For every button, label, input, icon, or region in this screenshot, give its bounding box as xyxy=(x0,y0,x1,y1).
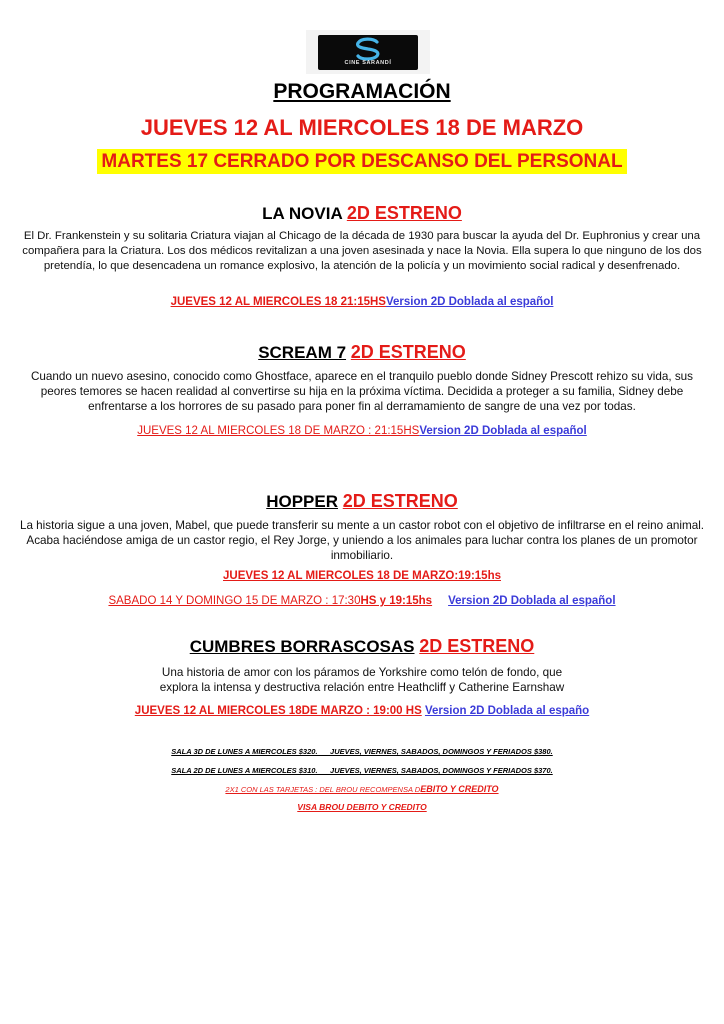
movie-tag: 2D ESTRENO xyxy=(342,491,458,511)
movie-tag: 2D ESTRENO xyxy=(419,636,535,656)
logo-box xyxy=(318,35,418,70)
cinema-logo xyxy=(306,30,430,74)
version-link[interactable]: Version 2D Doblada al español xyxy=(448,595,616,607)
price-2d-text: SALA 2D DE LUNES A MIERCOLES $310. JUEVES, VIERNES, SABADOS, DOMINGOS Y FERIADOS $370. xyxy=(171,766,553,775)
movie-name: SCREAM 7 xyxy=(258,343,347,362)
movie-name: CUMBRES BORRASCOSAS xyxy=(189,637,415,656)
program-dates: JUEVES 12 AL MIERCOLES 18 DE MARZO xyxy=(140,115,584,140)
schedule-time: JUEVES 12 AL MIERCOLES 18DE MARZO : 19:00 HS xyxy=(134,705,422,717)
version-link[interactable]: Version 2D Doblada al españo xyxy=(424,705,590,717)
movie-tag: 2D ESTRENO xyxy=(346,203,462,223)
price-3d-text: SALA 3D DE LUNES A MIERCOLES $320. JUEVES, VIERNES, SABADOS, DOMINGOS Y FERIADOS $380. xyxy=(171,747,553,756)
movie-title-cumbres-borrascosas xyxy=(0,636,724,657)
price-line-2d xyxy=(0,766,724,775)
movie-title-scream-7 xyxy=(0,342,724,363)
movie-title-hopper xyxy=(0,491,724,512)
movie-synopsis-cumbres-borrascosas: Una historia de amor con los páramos de Yorkshire como telón de fondo, que explora la intensa y destructiva relación entre Heathcliff y Catherine Earnshaw xyxy=(159,666,565,694)
movie-schedule-scream-7 xyxy=(0,425,724,437)
promo-line-1 xyxy=(0,784,724,794)
movie-title-la-novia xyxy=(0,203,724,224)
movie-name: LA NOVIA xyxy=(262,204,343,223)
movie-synopsis-hopper: La historia sigue a una joven, Mabel, que puede transferir su mente a un castor robot con el objetivo de infiltrarse en el reino animal. Acaba haciéndose amiga de un castor regio, el Rey Jorge, y uniendo a los animales para luchar contra los planes de un promotor inmobiliario. xyxy=(19,519,705,562)
promo-line-2 xyxy=(0,802,724,812)
schedule-time: JUEVES 12 AL MIERCOLES 18 DE MARZO:19:15hs xyxy=(223,570,501,582)
schedule-weekend: SABADO 14 Y DOMINGO 15 DE MARZO : 17:30 xyxy=(108,595,361,607)
closed-notice-row xyxy=(0,149,724,174)
price-line-3d xyxy=(0,747,724,756)
schedule-time: JUEVES 12 AL MIERCOLES 18 DE MARZO : 21:15HS xyxy=(137,425,420,437)
movie-synopsis-la-novia: El Dr. Frankenstein y su solitaria Criatura viajan al Chicago de la década de 1930 para buscar la ayuda del Dr. Euphronius y crear una compañera para la Criatura. Los dos médicos revitalizan a una joven asesinada y nace la Novia. Ella supera lo que ninguno de los dos pretendía, lo que desencadena un romance explosivo, la atención de la policía y un movimiento social radical y desenfrenado. xyxy=(22,230,702,272)
promo-text-a: 2X1 CON LAS TARJETAS : DEL BROU RECOMPENSA D xyxy=(225,785,421,794)
movie-schedule-la-novia xyxy=(0,296,724,308)
movie-name: HOPPER xyxy=(266,492,339,511)
schedule-time: JUEVES 12 AL MIERCOLES 18 21:15HS xyxy=(170,296,386,308)
movie-tag: 2D ESTRENO xyxy=(350,342,466,362)
page-title: PROGRAMACIÓN xyxy=(273,80,451,103)
schedule-weekend-hours: HS y 19:15hs xyxy=(360,595,433,607)
movie-schedule-hopper xyxy=(0,570,724,582)
promo-text-b: EBITO Y CREDITO xyxy=(420,784,499,794)
promo-text-visa: VISA BROU DEBITO Y CREDITO xyxy=(297,802,427,812)
cinema-logo-icon xyxy=(353,37,383,61)
movie-schedule2-hopper xyxy=(0,595,724,607)
version-link[interactable]: Version 2D Doblada al español xyxy=(385,296,554,308)
movie-schedule-cumbres-borrascosas xyxy=(0,705,724,717)
logo-caption: CINE SARANDÍ xyxy=(344,60,392,66)
movie-synopsis-scream-7: Cuando un nuevo asesino, conocido como Ghostface, aparece en el tranquilo pueblo donde Sidney Prescott rehizo su vida, sus peores temores se hacen realidad al convertirse su hija en la próxima víctima. Decidida a proteger a su familia, Sidney debe enfrentarse a los horrores de su pasado para poner fin al derramamiento de sangre de una vez por todas. xyxy=(30,370,694,413)
closed-notice: MARTES 17 CERRADO POR DESCANSO DEL PERSONAL xyxy=(97,149,626,174)
version-link[interactable]: Version 2D Doblada al español xyxy=(419,425,587,437)
